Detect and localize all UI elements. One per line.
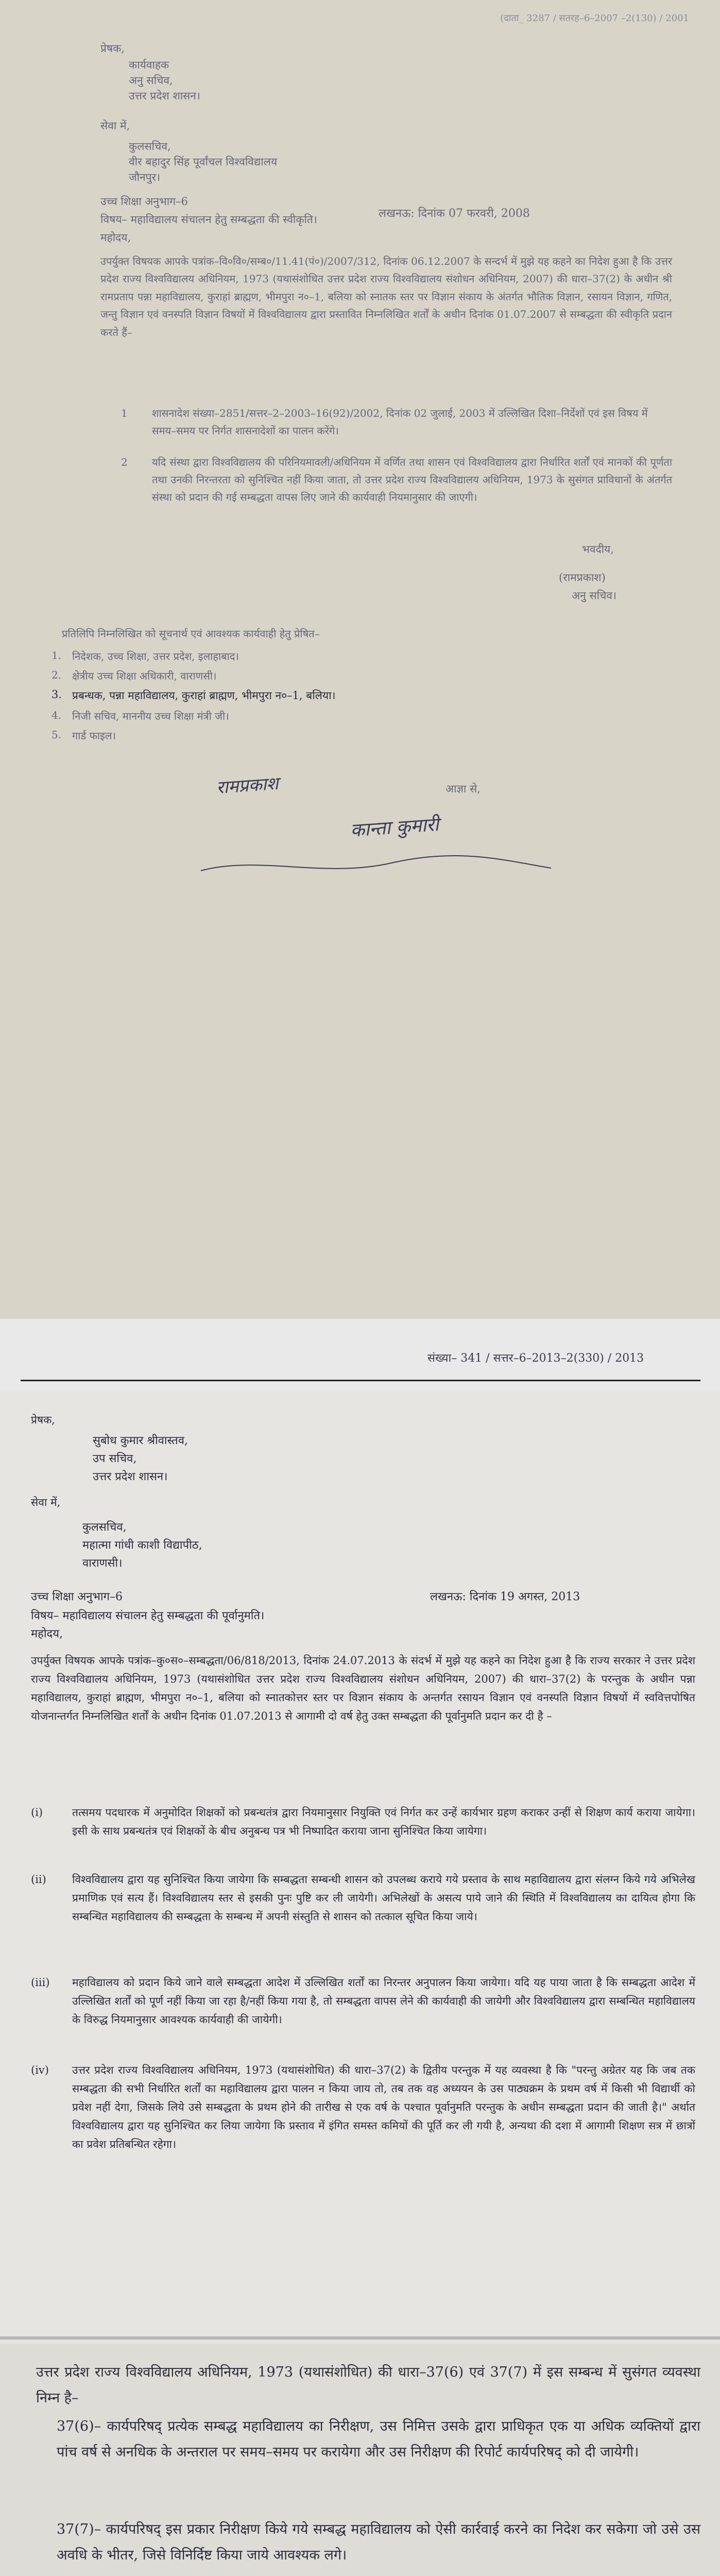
sender-line: उत्तर प्रदेश शासन।: [93, 1470, 168, 1483]
reference-strip: [0, 1319, 720, 1391]
condition-text: शासनादेश संख्या–2851/सत्तर–2–2003–16(92)/2002, दिनांक 02 जुलाई, 2003 में उल्लिखित दिशा–निर्देशों एवं इस विषय में समय–समय पर निर्गत शासनादेशों का पालन करेंगे।: [152, 407, 648, 437]
recipient-line: वाराणसी।: [82, 1557, 123, 1570]
endorsement-item: [52, 728, 618, 742]
sender-line: अनु सचिव,: [129, 74, 173, 87]
endorsement-text: गार्ड फाइल।: [72, 730, 116, 742]
divider: [21, 1380, 700, 1381]
endorsement-text: प्रबन्धक, पन्ना महाविद्यालय, कुराहां ब्राह्मण, भीमपुरा न०–1, बलिया।: [72, 689, 336, 702]
sender-line: कार्यवाहक: [129, 59, 169, 71]
handwritten-signature-2: कान्ता कुमारी: [349, 814, 440, 841]
recipient-line: कुलसचिव,: [82, 1521, 127, 1534]
salutation: महोदय,: [100, 231, 131, 244]
closing: भवदीय,: [582, 543, 614, 555]
letter-page-2013: [0, 1391, 720, 2344]
sender-line: उत्तर प्रदेश शासन।: [129, 90, 200, 102]
sender-label: प्रेषक,: [100, 42, 125, 55]
condition-item: [31, 1803, 695, 1840]
condition-number: 2: [121, 456, 128, 468]
condition-number: (iv): [31, 2064, 49, 2076]
condition-number: 1: [121, 407, 128, 419]
endorsement-item: [52, 649, 618, 663]
condition-number: (iii): [31, 1976, 50, 1989]
page-edge: [0, 2336, 720, 2340]
signatory-title: अनु सचिव।: [572, 589, 616, 602]
condition-number: (ii): [31, 1873, 46, 1886]
condition-number: (i): [31, 1806, 43, 1819]
recipient-line: कुलसचिव,: [129, 140, 171, 152]
endorsement-intro: प्रतिलिपि निम्नलिखित को सूचनार्थ एवं आवश्यक कार्यवाही हेतु प्रेषित–: [62, 628, 320, 640]
recipient-line: जौनपुर।: [129, 171, 161, 183]
endorsement-number-label: 5.: [52, 728, 62, 741]
condition-text: तत्समय पदधारक में अनुमोदित शिक्षकों को प्रबन्धतंत्र द्वारा नियमानुसार नियुक्ति एवं निर्गत कर उन्हें कार्यभार ग्रहण कराकर उन्हीं से शिक्षण कार्य कराया जायेगा। इसी के साथ प्रबन्धतंत्र एवं शिक्षकों के बीच अनुबन्ध पत्र भी निष्पादित कराया जाना सुनिश्चित किया जायेगा।: [72, 1806, 695, 1838]
reference-number: (दाता_ 3287 / सतरह–6–2007 –2(130) / 2001: [500, 13, 689, 24]
letter-date: लखनऊ: दिनांक 19 अगस्त, 2013: [430, 1590, 580, 1603]
act-quote-37-6: 37(6)– कार्यपरिषद् प्रत्येक सम्बद्ध महाविद्यालय का निरीक्षण, उस निमित्त उसके द्वारा प्राधिकृत एक या अधिक व्यक्तियों द्वारा पांच वर्ष से अनधिक के अन्तराल पर समय–समय पर करायेगा और उस निरीक्षण की रिपोर्ट कार्यपरिषद् को दी जायेगी।: [57, 2418, 700, 2460]
condition-item: [121, 453, 672, 506]
sender-line: उप सचिव,: [93, 1452, 137, 1465]
department: उच्च शिक्षा अनुभाग–6: [100, 195, 188, 208]
letter-page-2013-continued: [0, 2344, 720, 2576]
condition-item: [31, 2061, 695, 2154]
endorsement-number-label: 1.: [52, 649, 62, 662]
handwritten-signature: रामप्रकाश: [215, 773, 279, 799]
act-intro: उत्तर प्रदेश राज्य विश्वविद्यालय अधिनियम, 1973 (यथासंशोधित) की धारा–37(6) एवं 37(7) में इस सम्बन्ध में सुसंगत व्यवस्था निम्न है–: [36, 2364, 700, 2406]
body-paragraph: उपर्युक्त विषयक आपके पत्रांक–वि०वि०/सम्ब०/11.41(पं०)/2007/312, दिनांक 06.12.2007 के सन्दर्भ में मुझे यह कहने का निदेश हुआ है कि उत्तर प्रदेश राज्य विश्वविद्यालय अधिनियम, 1973 (यथासंशोधित उत्तर प्रदेश राज्य विश्वविद्यालय संशोधन अधिनियम, 2007) की धारा–37(2) के अधीन श्री रामप्रताप पन्ना महाविद्यालय, कुराहां ब्राह्मण, भीमपुरा न०–1, बलिया को स्नातक स्तर पर विज्ञान संकाय के अंतर्गत भौतिक विज्ञान, रसायन विज्ञान, गणित, जन्तु विज्ञान एवं वनस्पति विज्ञान विषयों में विश्वविद्यालय द्वारा प्रस्तावित निम्नलिखित शर्तों के अधीन दिनांक 01.07.2007 से सम्बद्धता की स्वीकृति प्रदान करते हैं–: [100, 255, 673, 338]
sender-line: सुबोध कुमार श्रीवास्तव,: [93, 1434, 188, 1447]
endorsement-text: क्षेत्रीय उच्च शिक्षा अधिकारी, वाराणसी।: [72, 670, 217, 682]
signatory-name: (रामप्रकाश): [559, 571, 606, 584]
recipient-line: महात्मा गांधी काशी विद्यापीठ,: [82, 1539, 202, 1552]
recipient-line: वीर बहादुर सिंह पूर्वांचल विश्वविद्यालय: [129, 156, 278, 168]
letter-date: लखनऊ: दिनांक 07 फरवरी, 2008: [379, 207, 530, 220]
endorsement-item: [52, 709, 618, 723]
strip-reference: संख्या– 341 / सत्तर–6–2013–2(330) / 2013: [427, 1352, 644, 1365]
condition-item: [31, 1870, 695, 1926]
recipient-label: सेवा में,: [100, 120, 130, 132]
endorsement-item: [52, 688, 618, 703]
salutation: महोदय,: [31, 1628, 63, 1640]
condition-text: उत्तर प्रदेश राज्य विश्वविद्यालय अधिनियम, 1973 (यथासंशोधित) की धारा–37(2) के द्वितीय परन्तुक में यह व्यवस्था है कि "परन्तु अग्रेतर यह कि जब तक सम्बद्धता की सभी निर्धारित शर्तों का महाविद्यालय द्वारा पालन न किया जाय तो, तब तक वह अध्ययन के उस पाठ्यक्रम के प्रथम वर्ष में किसी भी विद्यार्थी को प्रवेश नहीं देगा, जिसके लिये उसे सम्बद्धता के प्रथम होने की तारीख से एक वर्ष के पश्चात पूर्वानुमति परन्तुक के अधीन सम्बद्धता प्रदान की जाती है।" अर्थात विश्वविद्यालय द्वारा यह सुनिश्चित कर लिया जायेगा कि प्रस्ताव में इंगित समस्त कमियों की पूर्ति कर ली गयी है, अन्यथा की दशा में आगामी शिक्षण सत्र में छात्रों का प्रवेश प्रतिबन्धित रहेगा।: [72, 2064, 695, 2151]
recipient-label: सेवा में,: [31, 1496, 61, 1509]
condition-text: यदि संस्था द्वारा विश्वविद्यालय की परिनियमावली/अधिनियम में वर्णित तथा शासन एवं विश्वविद्यालय द्वारा निर्धारित शर्तों एवं मानकों की पूर्णता तथा उनकी निरन्तरता को सुनिश्चित नहीं किया जाता, तो उत्तर प्रदेश राज्य विश्वविद्यालय अधिनियम, 1973 के सुसंगत प्राविधानों के अंतर्गत संस्था को प्रदान की गई सम्बद्धता वापस लिए जाने की कार्यवाही नियमानुसार की जाएगी।: [152, 456, 672, 503]
sender-label: प्रेषक,: [31, 1414, 55, 1426]
condition-item: [121, 404, 672, 439]
signature-flourish: [196, 850, 556, 881]
department: उच्च शिक्षा अनुभाग–6: [31, 1590, 123, 1603]
endorsement-number-label: 3.: [52, 688, 62, 701]
condition-text: महाविद्यालय को प्रदान किये जाने वाले सम्बद्धता आदेश में उल्लिखित शर्तों का निरन्तर अनुपालन किया जायेगा। यदि यह पाया जाता है कि सम्बद्धता आदेश में उल्लिखित शर्तों को पूर्ण नहीं किया जा रहा है/नहीं किया गया है, तो सम्बद्धता वापस लेने की कार्यवाही की जायेगी और विश्वविद्यालय द्वारा सम्बन्धित महाविद्यालय के विरुद्ध नियमानुसार आवश्यक कार्यवाही की जायेगी।: [72, 1976, 695, 2026]
endorsement-text: निदेशक, उच्च शिक्षा, उत्तर प्रदेश, इलाहाबाद।: [72, 650, 239, 663]
by-order-label: आज्ञा से,: [445, 783, 481, 795]
condition-item: [31, 1973, 695, 2029]
subject-line: विषय– महाविद्यालय संचालन हेतु सम्बद्धता की पूर्वानुमति।: [31, 1609, 265, 1622]
endorsement-number-label: 4.: [52, 709, 62, 721]
act-quote-37-7: 37(7)– कार्यपरिषद् इस प्रकार निरीक्षण किये गये सम्बद्ध महाविद्यालय को ऐसी कार्रवाई करने का निदेश कर सकेगा जो उसे उस अवधि के भीतर, जिसे विनिर्दिष्ट किया जाये आवश्यक लगे।: [57, 2521, 700, 2563]
body-paragraph: उपर्युक्त विषयक आपके पत्रांक–कु०स०–सम्बद्धता/06/818/2013, दिनांक 24.07.2013 के संदर्भ में मुझे यह कहने का निदेश हुआ है कि राज्य सरकार ने उत्तर प्रदेश राज्य विश्वविद्यालय अधिनियम, 1973 (यथासंशोधित उत्तर प्रदेश राज्य विश्वविद्यालय संशोधन अधिनियम, 2007) की धारा–37(2) के परन्तुक के अधीन पन्ना महाविद्यालय, कुराहां ब्राह्मण, भीमपुरा न०–1, बलिया को स्नातकोत्तर स्तर पर विज्ञान संकाय के अन्तर्गत रसायन विज्ञान एवं वनस्पति विज्ञान विषयों में स्ववित्तपोषित योजनान्तर्गत निम्नलिखित शर्तों के अधीन दिनांक 01.07.2013 से आगामी दो वर्ष हेतु उक्त सम्बद्धता की पूर्वानुमति प्रदान कर दी है –: [31, 1654, 695, 1723]
endorsement-item: [52, 669, 618, 683]
condition-text: विश्वविद्यालय द्वारा यह सुनिश्चित किया जायेगा कि सम्बद्धता सम्बन्धी शासन को उपलब्ध कराये गये प्रस्ताव के साथ महाविद्यालय द्वारा संलग्न किये गये अभिलेख प्रमाणिक एवं सत्य हैं। विश्वविद्यालय स्तर से इसकी पुनः पुष्टि कर ली जायेगी। अभिलेखों के असत्य पाये जाने की स्थिति में विश्वविद्यालय का दायित्व होगा कि सम्बन्धित महाविद्यालय की सम्बद्धता के सम्बन्ध में अपनी संस्तुति से शासन को तत्काल सूचित किया जाये।: [72, 1873, 695, 1923]
subject-line: विषय– महाविद्यालय संचालन हेतु सम्बद्धता की स्वीकृति।: [100, 213, 317, 226]
endorsement-text: निजी सचिव, माननीय उच्च शिक्षा मंत्री जी।: [72, 710, 229, 722]
endorsement-number-label: 2.: [52, 669, 62, 681]
